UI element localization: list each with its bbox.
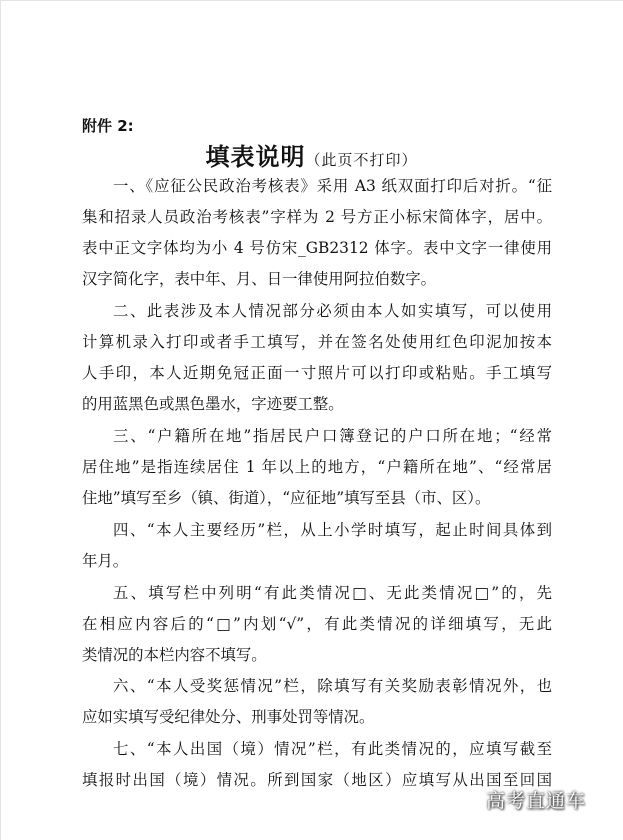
watermark-text: 高考直通车 bbox=[486, 790, 587, 812]
paragraph-2-line-2: 计算机录入打印或者手工填写，并在签名处使用红色印泥加按本 bbox=[82, 333, 552, 351]
paragraph-1-line-1: 一、《应征公民政治考核表》采用 A3 纸双面打印后对折。“征 bbox=[113, 177, 552, 195]
paragraph-6-line-2: 应如实填写受纪律处分、刑事处罚等情况。 bbox=[82, 708, 375, 726]
paragraph-5-line-1: 五、填写栏中列明“有此类情况□、无此类情况□”的，先 bbox=[113, 584, 552, 602]
page-edge-top bbox=[0, 0, 623, 1]
paragraph-1-line-2: 集和招录人员政治考核表”字样为 2 号方正小标宋简体字，居中。 bbox=[82, 208, 552, 226]
page-title-note: （此页不打印） bbox=[305, 151, 418, 169]
paragraph-1-line-3: 表中正文字体均为小 4 号仿宋_GB2312 体字。表中文字一律使用 bbox=[82, 239, 552, 257]
paragraph-7-line-1: 七、“本人出国（境）情况”栏，有此类情况的，应填写截至 bbox=[113, 740, 552, 758]
paragraph-1-line-4: 汉字简化字，表中年、月、日一律使用阿拉伯数字。 bbox=[82, 270, 436, 288]
paragraph-3-line-1: 三、“户籍所在地”指居民户口簿登记的户口所在地；“经常 bbox=[113, 427, 552, 445]
attachment-label: 附件 2: bbox=[82, 117, 134, 135]
paragraph-7-line-2: 填报时出国（境）情况。所到国家（地区）应填写从出国至回国 bbox=[82, 771, 552, 789]
paragraph-4-line-2: 年月。 bbox=[82, 552, 129, 570]
paragraph-2-line-4: 的用蓝黑色或黑色墨水，字迹要工整。 bbox=[82, 395, 344, 413]
page-title-main: 填表说明 bbox=[205, 143, 306, 171]
paragraph-2-line-1: 二、此表涉及本人情况部分必须由本人如实填写，可以使用 bbox=[113, 302, 552, 320]
paragraph-3-line-3: 住地”填写至乡（镇、街道），“应征地”填写至县（市、区）。 bbox=[82, 489, 491, 507]
paragraph-2-line-3: 人手印，本人近期免冠正面一寸照片可以打印或粘贴。手工填写 bbox=[82, 364, 552, 382]
paragraph-5-line-2: 在相应内容后的“□”内划“√”，有此类情况的详细填写，无此 bbox=[82, 615, 552, 633]
paragraph-6-line-1: 六、“本人受奖惩情况”栏，除填写有关奖励表彰情况外，也 bbox=[113, 677, 552, 695]
paragraph-5-line-3: 类情况的本栏内容不填写。 bbox=[82, 646, 267, 664]
paragraph-4-line-1: 四、“本人主要经历”栏，从上小学时填写，起止时间具体到 bbox=[113, 521, 552, 539]
page-edge-left bbox=[0, 0, 1, 840]
paragraph-3-line-2: 居住地”是指连续居住 1 年以上的地方，“户籍所在地”、“经常居 bbox=[82, 458, 552, 476]
